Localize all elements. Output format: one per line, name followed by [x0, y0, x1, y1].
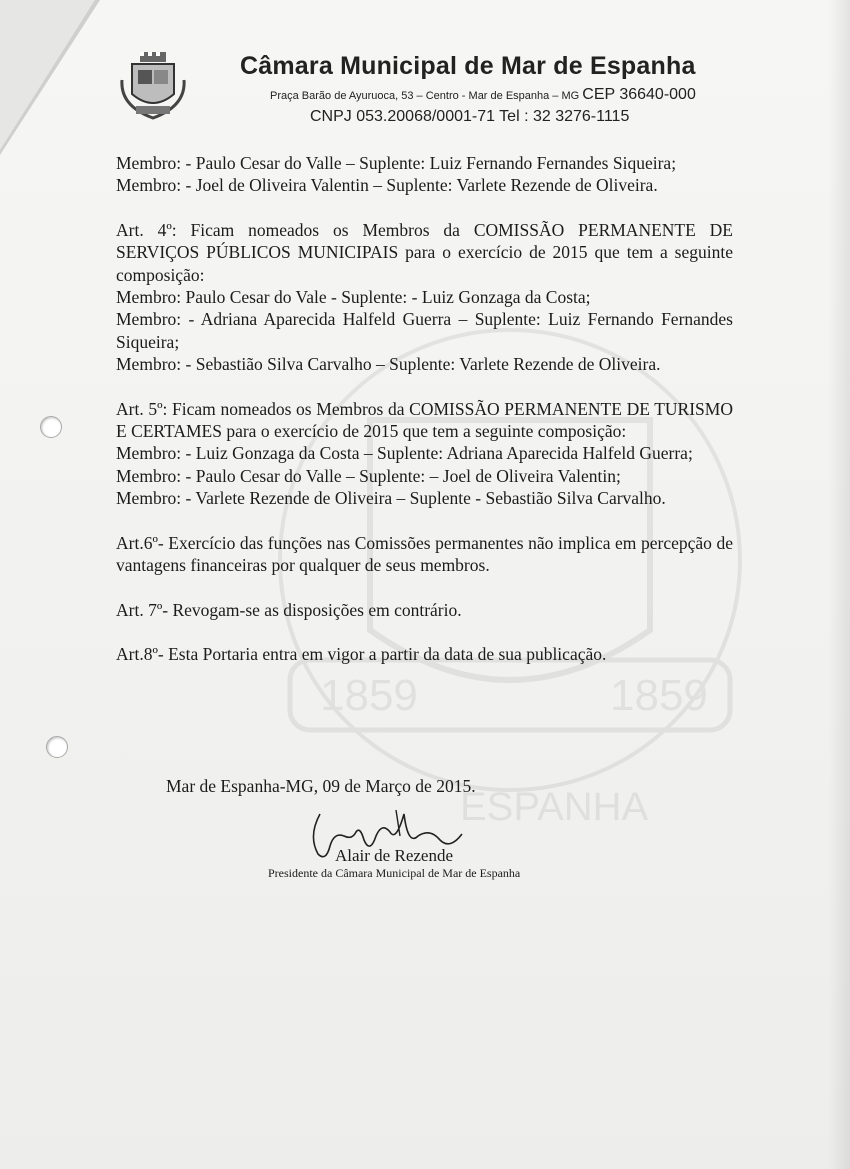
paragraph: Membro: - Sebastião Silva Carvalho – Suplente: Varlete Rezende de Oliveira.: [116, 354, 661, 375]
svg-text:1859: 1859: [610, 671, 708, 720]
article-6: Art.6º- Exercício das funções nas Comissões permanentes não implica em percepção de vantagens financeiras por qualquer de seus membros.: [116, 532, 733, 576]
signer-title: Presidente da Câmara Municipal de Mar de Espanha: [268, 866, 521, 880]
punch-hole-bottom: [46, 736, 68, 758]
folded-corner-inner: [0, 0, 95, 150]
cep-text: CEP 36640-000: [582, 86, 696, 103]
article-5: Art. 5º: Ficam nomeados os Membros da COMISSÃO PERMANENTE DE TURISMO E CERTAMES para o exercício de 2015 que tem a seguinte composição:: [116, 398, 733, 442]
paragraph: Membro: - Joel de Oliveira Valentin – Suplente: Varlete Rezende de Oliveira.: [116, 175, 658, 196]
paragraph: Membro: - Varlete Rezende de Oliveira – Suplente - Sebastião Silva Carvalho.: [116, 488, 666, 509]
article-8: Art.8º- Esta Portaria entra em vigor a partir da data de sua publicação.: [116, 643, 607, 664]
address-text: Praça Barão de Ayuruoca, 53 – Centro - Mar de Espanha – MG: [270, 90, 580, 102]
svg-text:ESPANHA: ESPANHA: [460, 785, 649, 829]
paragraph: Membro: - Luiz Gonzaga da Costa – Suplente: Adriana Aparecida Halfeld Guerra;: [116, 443, 693, 464]
svg-text:1859: 1859: [320, 671, 418, 720]
body-text: [116, 152, 733, 665]
paragraph: Membro: - Paulo Cesar do Valle – Suplente: – Joel de Oliveira Valentin;: [116, 465, 621, 486]
paragraph: Membro: - Adriana Aparecida Halfeld Guerra – Suplente: Luiz Fernando Fernandes Siqueira;: [116, 309, 733, 352]
paragraph: Membro: Paulo Cesar do Vale - Suplente: - Luiz Gonzaga da Costa;: [116, 287, 591, 308]
article-7: Art. 7º- Revogam-se as disposições em contrário.: [116, 599, 462, 620]
header-address: [270, 86, 696, 104]
cnpj-phone: CNPJ 053.20068/0001-71 Tel : 32 3276-1115: [310, 108, 630, 125]
punch-hole-top: [40, 416, 62, 438]
paragraph: Membro: - Paulo Cesar do Valle – Suplente: Luiz Fernando Fernandes Siqueira;: [116, 153, 677, 173]
date-line: Mar de Espanha-MG, 09 de Março de 2015.: [166, 776, 476, 796]
signer-name: Alair de Rezende: [335, 846, 453, 865]
page-title: Câmara Municipal de Mar de Espanha: [240, 52, 696, 80]
municipal-crest-icon: [118, 50, 188, 122]
article-4: Art. 4º: Ficam nomeados os Membros da COMISSÃO PERMANENTE DE SERVIÇOS PÚBLICOS MUNICIPAIS para o exercício de 2015 que tem a seguinte composição:: [116, 219, 733, 285]
page-edge-shadow: [828, 0, 850, 1169]
